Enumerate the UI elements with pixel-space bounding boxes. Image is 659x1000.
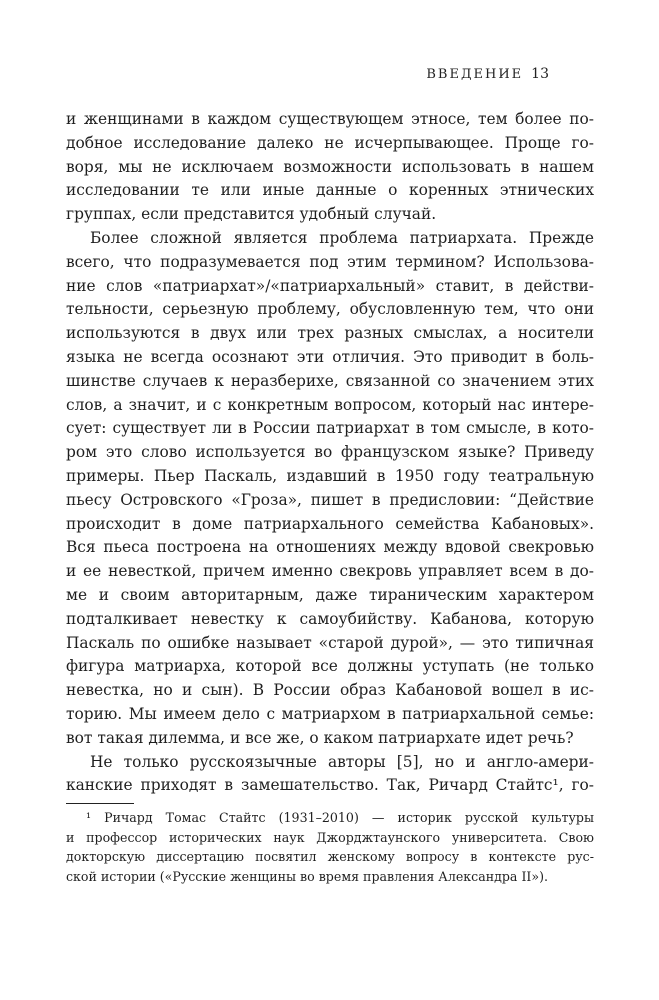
text-line: добное исследование далеко не исчерпывающее. Проще го- (66, 133, 594, 152)
footnote-line: и профессор исторических наук Джорджтаунского университета. Свою (66, 829, 594, 845)
text-line: невестка, но и сын). В России образ Кабановой вошел в ис- (66, 681, 594, 700)
running-head-title: ВВЕДЕНИЕ (426, 67, 524, 82)
text-line: Вся пьеса построена на отношениях между вдовой свекровью (66, 538, 594, 557)
text-line: пьесу Островского «Гроза», пишет в предисловии: “Действие (66, 490, 594, 509)
footnote-divider (66, 803, 134, 804)
text-line: подталкивает невестку к самоубийству. Кабанова, которую (66, 609, 594, 628)
footnote-line: докторскую диссертацию посвятил женскому вопросу в контексте рус- (66, 849, 594, 864)
text-line: ние слов «патриархат»/«патриархальный» ставит, в действи- (66, 276, 594, 295)
text-line: Паскаль по ошибке называет «старой дурой», — это типичная (66, 633, 594, 652)
text-line: сует: существует ли в России патриархат в том смысле, в кото- (66, 419, 594, 438)
text-line: всего, что подразумевается под этим термином? Использова- (66, 252, 594, 271)
footnote-line: ской истории («Русские женщины во время правления Александра II»). (66, 868, 549, 884)
running-head (426, 66, 549, 82)
text-line: примеры. Пьер Паскаль, издавший в 1950 году театральную (66, 466, 594, 485)
text-line: ме и своим авторитарным, даже тираническим характером (66, 585, 594, 604)
text-line: и женщинами в каждом существующем этносе, тем более по- (66, 110, 594, 128)
text-line: воря, мы не исключаем возможности использовать в нашем (66, 157, 594, 176)
text-line: фигура матриарха, которой все должны уступать (не только (66, 657, 594, 676)
text-line: происходит в доме патриархального семейства Кабановых». (66, 514, 594, 533)
text-line: группах, если представится удобный случай. (66, 205, 437, 224)
text-line: торию. Мы имеем дело с матриархом в патриархальной семье: (66, 704, 594, 723)
text-line: вот такая дилемма, и все же, о каком патриархате идет речь? (66, 728, 574, 747)
text-line: и ее невесткой, причем именно свекровь управляет всем в до- (66, 562, 594, 581)
body-text (66, 108, 594, 798)
text-line: тельности, серьезную проблему, обусловленную тем, что они (66, 300, 594, 319)
text-line: исследовании те или иные данные о коренных этнических (66, 181, 594, 200)
text-line: канские приходят в замешательство. Так, Ричард Стайтс¹, го- (66, 776, 594, 795)
text-line: Более сложной является проблема патриархата. Прежде (90, 228, 594, 247)
text-line: шинстве случаев к неразберихе, связанной со значением этих (66, 371, 594, 390)
page-number: 13 (531, 66, 549, 82)
text-line: языка не всегда осознают эти отличия. Это приводит в боль- (66, 347, 594, 366)
text-line: Не только русскоязычные авторы [5], но и англо-амери- (90, 752, 594, 771)
footnotes (66, 808, 594, 886)
footnote-line: ¹ Ричард Томас Стайтс (1931–2010) — историк русской культуры (86, 810, 594, 825)
text-line: используются в двух или трех разных смыслах, а носители (66, 324, 594, 343)
text-line: слов, а значит, и с конкретным вопросом, который нас интере- (66, 395, 594, 414)
text-line: ром это слово используется во французском языке? Приведу (66, 443, 594, 462)
